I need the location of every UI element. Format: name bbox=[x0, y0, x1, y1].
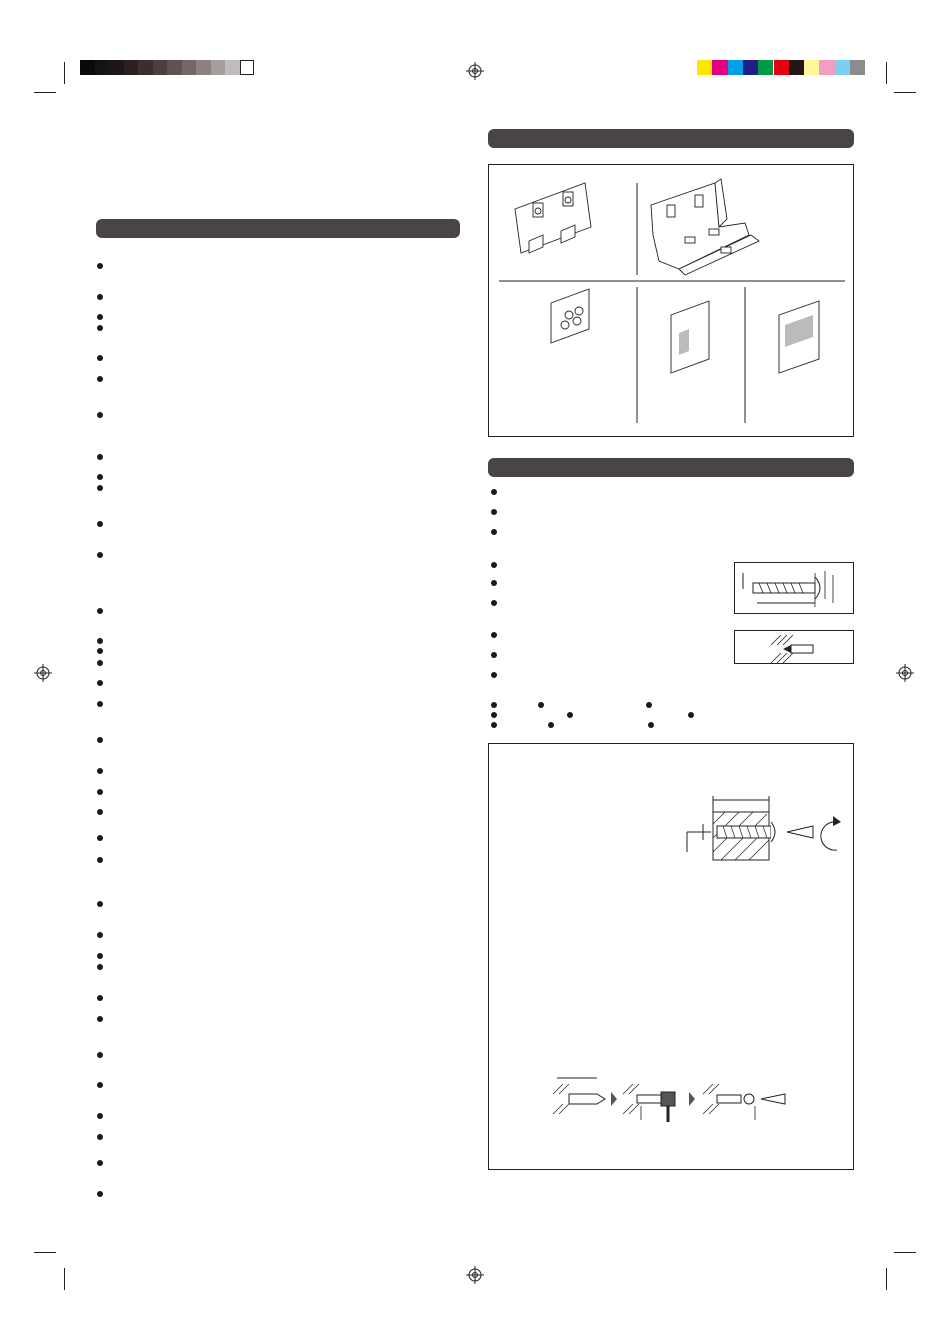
list-bullet bbox=[97, 263, 103, 269]
color-swatch bbox=[774, 60, 789, 75]
color-swatch bbox=[819, 60, 834, 75]
list-bullet bbox=[97, 1160, 103, 1166]
drill-screw-illustration bbox=[683, 794, 853, 864]
list-bullet bbox=[491, 722, 497, 728]
list-bullet bbox=[491, 712, 497, 718]
list-bullet bbox=[648, 722, 654, 728]
color-swatch bbox=[712, 60, 727, 75]
list-bullet bbox=[97, 857, 103, 863]
list-bullet bbox=[97, 1113, 103, 1119]
color-swatch bbox=[697, 60, 712, 75]
list-bullet bbox=[538, 702, 544, 708]
list-bullet bbox=[491, 600, 497, 606]
screws-pack-icon bbox=[551, 289, 589, 343]
list-bullet bbox=[97, 638, 103, 644]
wall-bracket-icon bbox=[515, 183, 591, 253]
color-swatch bbox=[804, 60, 819, 75]
crop-mark bbox=[34, 1252, 56, 1253]
color-swatch bbox=[835, 60, 850, 75]
list-bullet bbox=[97, 608, 103, 614]
screw-dimension-figure bbox=[734, 562, 854, 614]
template-sheet-icon bbox=[779, 301, 819, 373]
grayscale-swatch bbox=[211, 60, 226, 75]
list-bullet bbox=[97, 789, 103, 795]
list-bullet bbox=[97, 1052, 103, 1058]
crop-mark bbox=[64, 1268, 65, 1290]
list-bullet bbox=[491, 489, 497, 495]
list-bullet bbox=[491, 580, 497, 586]
list-bullet bbox=[97, 376, 103, 382]
list-bullet bbox=[491, 529, 497, 535]
grayscale-swatch bbox=[182, 60, 197, 75]
notes-panel bbox=[488, 743, 854, 1170]
list-bullet bbox=[97, 474, 103, 480]
list-bullet bbox=[97, 835, 103, 841]
left-section-header-bar bbox=[96, 219, 460, 238]
list-bullet bbox=[97, 412, 103, 418]
installation-header-bar bbox=[488, 458, 854, 477]
crop-mark bbox=[64, 62, 65, 84]
list-bullet bbox=[97, 648, 103, 654]
crop-mark bbox=[894, 92, 916, 93]
color-swatch bbox=[728, 60, 743, 75]
list-bullet bbox=[97, 1134, 103, 1140]
list-bullet bbox=[97, 809, 103, 815]
list-bullet bbox=[491, 702, 497, 708]
list-bullet bbox=[97, 314, 103, 320]
list-bullet bbox=[491, 562, 497, 568]
color-swatch bbox=[789, 60, 804, 75]
registration-mark-icon bbox=[466, 62, 484, 80]
list-bullet bbox=[97, 964, 103, 970]
list-bullet bbox=[97, 325, 103, 331]
list-bullet bbox=[97, 768, 103, 774]
accessories-header-bar bbox=[488, 129, 854, 148]
stand-bracket-icon bbox=[651, 179, 759, 275]
accessories-panel bbox=[488, 164, 854, 437]
grayscale-swatch bbox=[138, 60, 153, 75]
grayscale-swatch bbox=[196, 60, 211, 75]
list-bullet bbox=[491, 632, 497, 638]
list-bullet bbox=[97, 953, 103, 959]
grayscale-swatch bbox=[225, 60, 240, 75]
installation-steps-illustration bbox=[549, 1074, 799, 1124]
registration-mark-icon bbox=[466, 1266, 484, 1284]
crop-mark bbox=[886, 1268, 887, 1290]
list-bullet bbox=[97, 521, 103, 527]
list-bullet bbox=[97, 1191, 103, 1197]
list-bullet bbox=[97, 701, 103, 707]
list-bullet bbox=[97, 1016, 103, 1022]
wall-anchor-figure bbox=[734, 630, 854, 664]
grayscale-swatch bbox=[240, 60, 255, 75]
crop-mark bbox=[886, 62, 887, 84]
list-bullet bbox=[688, 712, 694, 718]
grayscale-swatch bbox=[167, 60, 182, 75]
registration-mark-icon bbox=[34, 664, 52, 682]
color-swatch bbox=[758, 60, 773, 75]
list-bullet bbox=[567, 712, 573, 718]
list-bullet bbox=[97, 485, 103, 491]
list-bullet bbox=[97, 660, 103, 666]
instruction-booklet-icon bbox=[671, 301, 709, 373]
list-bullet bbox=[97, 355, 103, 361]
list-bullet bbox=[97, 454, 103, 460]
list-bullet bbox=[491, 509, 497, 515]
list-bullet bbox=[548, 722, 554, 728]
list-bullet bbox=[491, 652, 497, 658]
color-swatch bbox=[850, 60, 865, 75]
list-bullet bbox=[97, 552, 103, 558]
grayscale-swatch bbox=[109, 60, 124, 75]
list-bullet bbox=[491, 672, 497, 678]
accessories-illustration bbox=[489, 165, 855, 438]
list-bullet bbox=[97, 680, 103, 686]
grayscale-swatch bbox=[95, 60, 110, 75]
grayscale-swatch bbox=[124, 60, 139, 75]
list-bullet bbox=[97, 901, 103, 907]
list-bullet bbox=[97, 932, 103, 938]
crop-mark bbox=[894, 1252, 916, 1253]
list-bullet bbox=[97, 294, 103, 300]
list-bullet bbox=[97, 1082, 103, 1088]
grayscale-swatch bbox=[153, 60, 168, 75]
list-bullet bbox=[97, 995, 103, 1001]
grayscale-swatch bbox=[80, 60, 95, 75]
crop-mark bbox=[34, 92, 56, 93]
registration-mark-icon bbox=[896, 664, 914, 682]
list-bullet bbox=[97, 737, 103, 743]
color-swatch bbox=[743, 60, 758, 75]
list-bullet bbox=[646, 702, 652, 708]
